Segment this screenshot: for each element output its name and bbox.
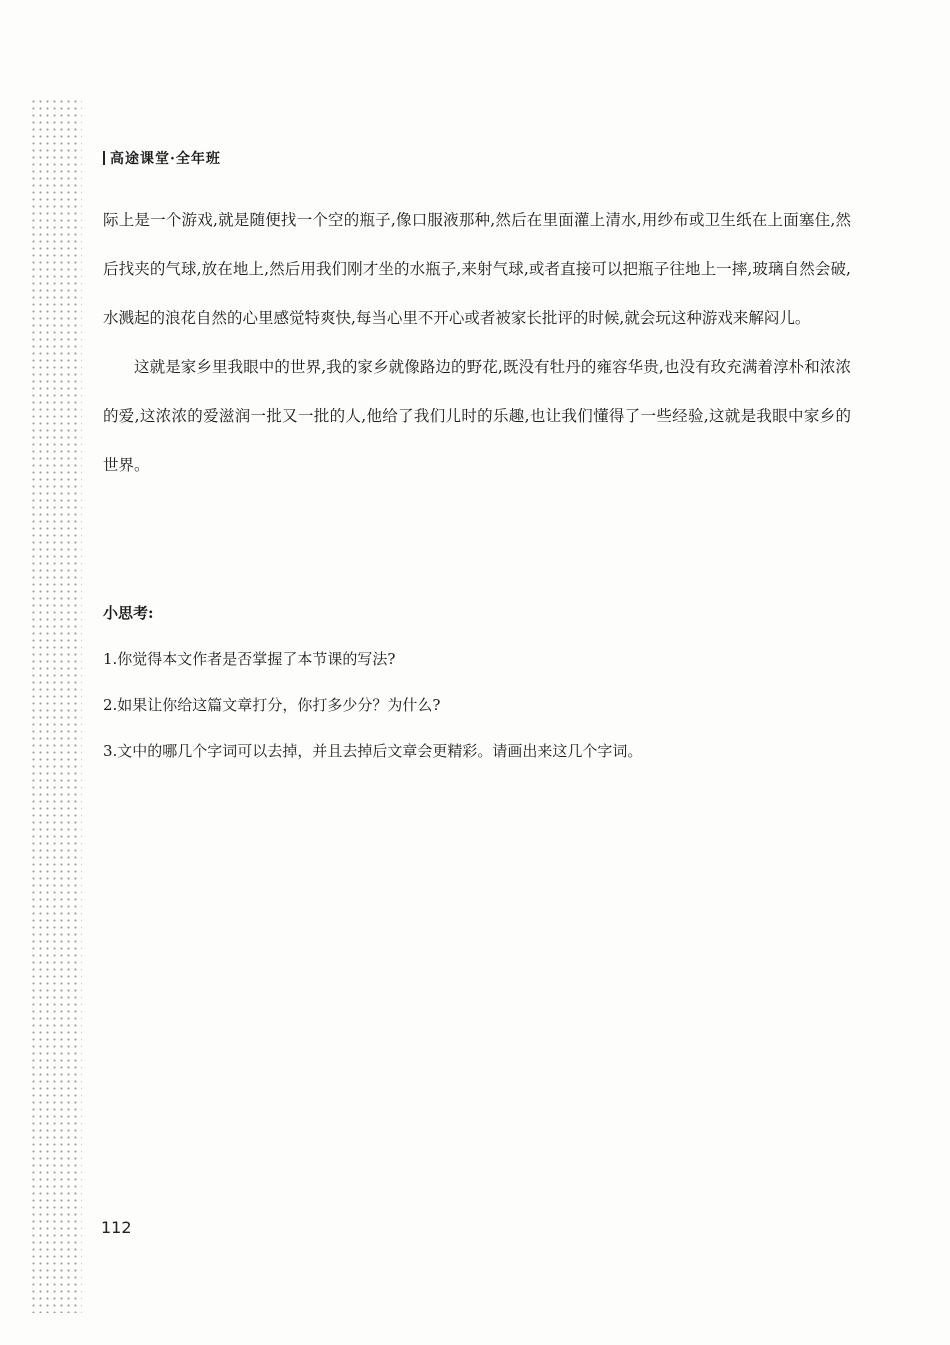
question-item-3: 3.文中的哪几个字词可以去掉，并且去掉后文章会更精彩。请画出来这几个字词。 [103,742,643,760]
question-item-1: 1.你觉得本文作者是否掌握了本节课的写法? [103,650,396,668]
dotted-margin-strip [30,98,82,1313]
header-title: 高途课堂·全年班 [110,151,221,167]
article-body [103,196,851,490]
article-paragraph-2: 这就是家乡里我眼中的世界,我的家乡就像路边的野花,既没有牡丹的雍容华贵,也没有玫充满着淳朴和浓浓的爱,这浓浓的爱滋润一批又一批的人,他给了我们儿时的乐趣,也让我们懂得了一些经验,这就是我眼中家乡的世界。 [103,358,851,474]
reflection-questions [103,590,863,774]
questions-title: 小思考: [103,604,154,622]
question-item-2: 2.如果让你给这篇文章打分，你打多少分？为什么? [103,696,441,714]
article-paragraph-1: 际上是一个游戏,就是随便找一个空的瓶子,像口服液那种,然后在里面灌上清水,用纱布或卫生纸在上面塞住,然后找夹的气球,放在地上,然后用我们刚才坐的水瓶子,来射气球,或者直接可以把瓶子往地上一摔,玻璃自然会破,水溅起的浪花自然的心里感觉特爽快,每当心里不开心或者被家长批评的时候,就会玩这种游戏来解闷儿。 [103,211,851,327]
page-number: 112 [101,1218,132,1237]
page-header [103,148,221,168]
header-bar-mark [103,151,105,165]
